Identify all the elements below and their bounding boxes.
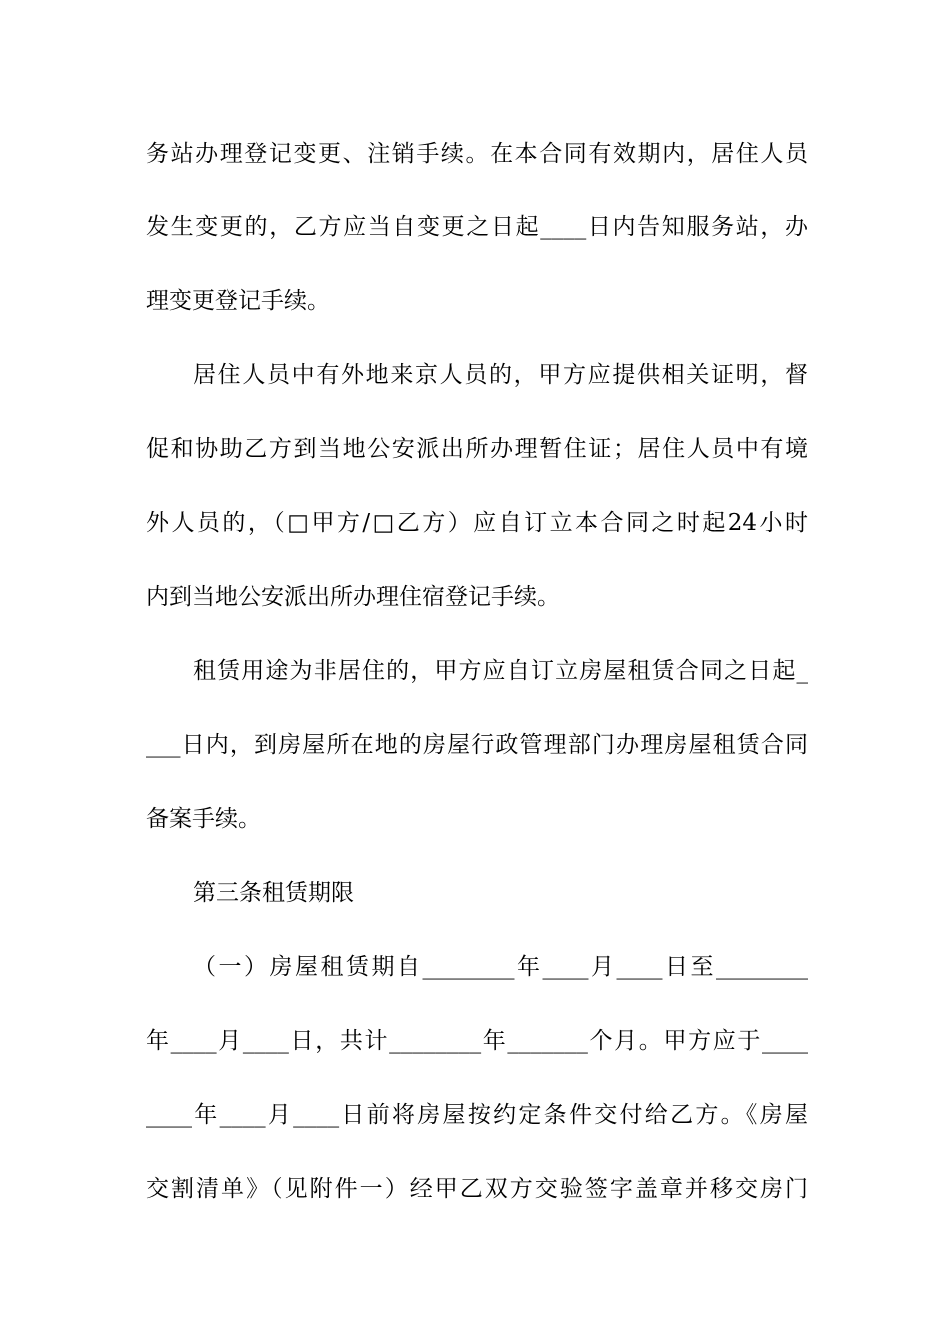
text-line: ____年____月____日前将房屋按约定条件交付给乙方。《房屋 [146, 1102, 808, 1128]
text-line: 外人员的，（□甲方/□乙方）应自订立本合同之时起24小时 [146, 510, 808, 536]
section-heading: 第三条租赁期限 [193, 880, 354, 906]
paragraph-first-line: （一）房屋租赁期自________年____月____日至________ [193, 954, 808, 980]
text-line: 交割清单》（见附件一）经甲乙双方交验签字盖章并移交房门 [146, 1176, 808, 1202]
text-line: 内到当地公安派出所办理住宿登记手续。 [146, 584, 560, 610]
paragraph-first-line: 租赁用途为非居住的，甲方应自订立房屋租赁合同之日起_ [193, 658, 808, 684]
paragraph-first-line: 居住人员中有外地来京人员的，甲方应提供相关证明，督 [193, 362, 808, 388]
text-line: 发生变更的，乙方应当自变更之日起____日内告知服务站，办 [146, 214, 808, 240]
text-line: 促和协助乙方到当地公安派出所办理暂住证；居住人员中有境 [146, 436, 808, 462]
text-line: 备案手续。 [146, 806, 261, 832]
text-line: 务站办理登记变更、注销手续。在本合同有效期内，居住人员 [146, 141, 808, 167]
text-line: 理变更登记手续。 [146, 288, 330, 314]
text-line: 年____月____日，共计________年_______个月。甲方应于____ [146, 1028, 808, 1054]
text-line: ___日内，到房屋所在地的房屋行政管理部门办理房屋租赁合同 [146, 732, 808, 758]
